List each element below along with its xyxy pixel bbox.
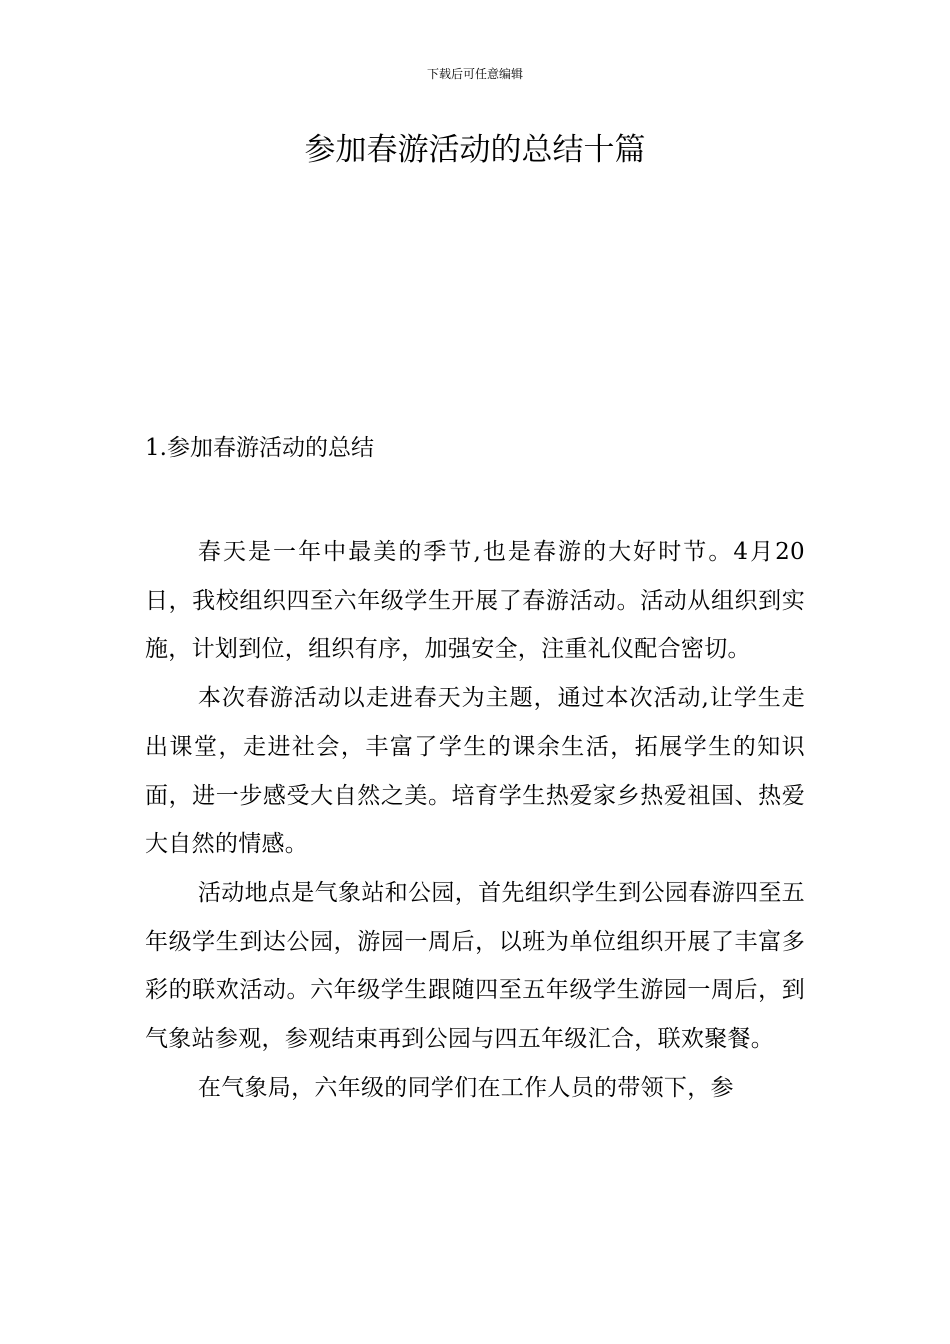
paragraph-4: 在气象局，六年级的同学们在工作人员的带领下，参: [197, 1074, 734, 1101]
header-note: 下载后可任意编辑: [426, 67, 523, 81]
paragraph-1: 春天是一年中最美的季节,也是春游的大好时节。4月20日，我校组织四至六年级学生开展了春游活动。活动从组织到实施，计划到位，组织有序，加强安全，注重礼仪配合密切。: [145, 539, 805, 663]
paragraph-2: 本次春游活动以走进春天为主题，通过本次活动,让学生走出课堂，走进社会，丰富了学生的课余生活，拓展学生的知识面，进一步感受大自然之美。培育学生热爱家乡热爱祖国、热爱大自然的情感。: [145, 685, 805, 858]
document-title: 参加春游活动的总结十篇: [304, 132, 646, 168]
section-heading: 1.参加春游活动的总结: [145, 435, 374, 461]
body-text: [145, 528, 805, 1112]
paragraph-3: 活动地点是气象站和公园，首先组织学生到公园春游四至五年级学生到达公园，游园一周后，以班为单位组织开展了丰富多彩的联欢活动。六年级学生跟随四至五年级学生游园一周后，到气象站参观，参观结束再到公园与四五年级汇合，联欢聚餐。: [145, 879, 805, 1053]
